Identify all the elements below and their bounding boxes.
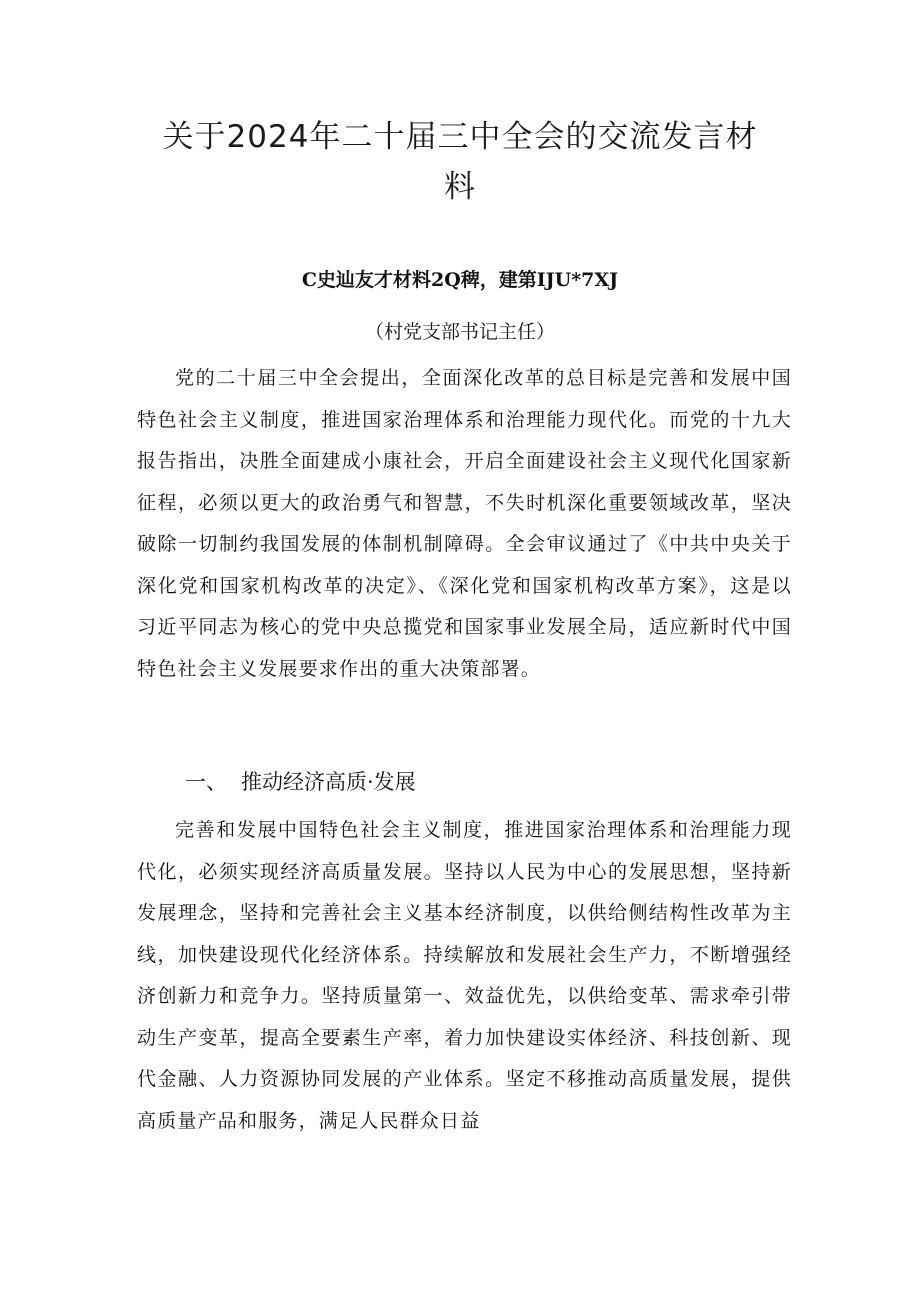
- author-role: （村党支部书记主任）: [364, 321, 555, 343]
- section-number: 一、: [185, 770, 227, 794]
- body-paragraph-1: 党的二十届三中全会提出，全面深化改革的总目标是完善和发展中国特色社会主义制度，推进国家治理体系和治理能力现代化。而党的十九大报告指出，决胜全面建成小康社会，开启全面建设社会主义现代化国家新征程，必须以更大的政治勇气和智慧，不失时机深化重要领域改革，坚决破除一切制约我国发展的体制机制障碍。全会审议通过了《中共中央关于深化党和国家机构改革的决定》、《深化党和国家机构改革方案》，这是以习近平同志为核心的党中央总揽党和国家事业发展全局，适应新时代中国特色社会主义发展要求作出的重大决策部署。: [137, 367, 792, 680]
- document-title: 关于2024年二十届三中全会的交流发言材料: [162, 119, 758, 205]
- section-title: 推动经济高质·发展: [241, 770, 416, 794]
- author-byline: C史辿友才材料2Q稗，建第IJU*7XJ: [301, 269, 619, 291]
- body-paragraph-2: 完善和发展中国特色社会主义制度，推进国家治理体系和治理能力现代化，必须实现经济高质量发展。坚持以人民为中心的发展思想，坚持新发展理念，坚持和完善社会主义基本经济制度，以供给侧结构性改革为主线，加快建设现代化经济体系。持续解放和发展社会生产力，不断增强经济创新力和竞争力。坚持质量第一、效益优先，以供给变革、需求牵引带动生产变革，提高全要素生产率，着力加快建设实体经济、科技创新、现代金融、人力资源协同发展的产业体系。坚定不移推动高质量发展，提供高质量产品和服务，满足人民群众日益: [137, 819, 792, 1132]
- section-heading: [185, 766, 416, 798]
